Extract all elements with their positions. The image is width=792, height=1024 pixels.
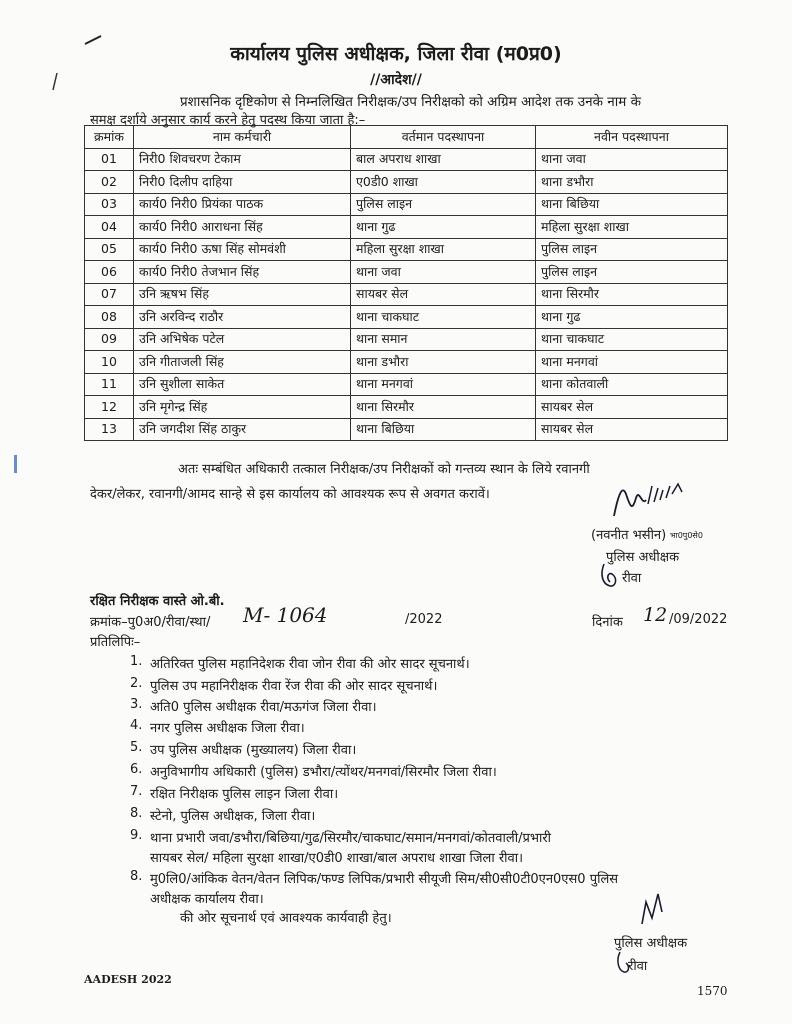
list-item-number: 8. [130, 869, 143, 884]
current-posting-cell: थाना गुढ [351, 216, 536, 239]
page-number: 1570 [697, 984, 728, 998]
name-cell: उनि गीताजली सिंह [134, 351, 351, 374]
list-item-number: 4. [130, 718, 143, 733]
serial-cell: 01 [85, 148, 134, 171]
list-item-continuation: सायबर सेल/ महिला सुरक्षा शाखा/ए0डी0 शाखा/बाल अपराध शाखा जिला रीवा। [150, 851, 524, 866]
list-item: रक्षित निरीक्षक पुलिस लाइन जिला रीवा। [150, 787, 339, 802]
closing-line: की ओर सूचनार्थ एवं आवश्यक कार्यवाही हेतु। [180, 911, 392, 926]
handwritten-signature [636, 888, 676, 930]
serial-cell: 10 [85, 351, 134, 374]
new-posting-cell: थाना जवा [536, 148, 728, 171]
name-cell: कार्य0 निरी0 तेजभान सिंह [134, 261, 351, 284]
table-header-row [85, 126, 728, 149]
date-month-year: /09/2022 [669, 612, 728, 627]
reference-prefix: क्रमांक–पु0अ0/रीवा/स्था/ [90, 615, 211, 630]
list-item: अति0 पुलिस अधीक्षक रीवा/मऊगंज जिला रीवा। [150, 700, 377, 715]
footer-label: AADESH 2022 [84, 973, 172, 986]
name-cell: निरी0 दिलीप दाहिया [134, 171, 351, 194]
signatory-service: भा0पु0से0 [670, 531, 703, 540]
instruction-line-2: देकर/लेकर, रवानगी/आमद सान्हे से इस कार्यालय को आवश्यक रूप से अवगत करावें। [90, 487, 490, 502]
current-posting-cell: बाल अपराध शाखा [351, 148, 536, 171]
new-posting-cell: महिला सुरक्षा शाखा [536, 216, 728, 239]
scan-edge-mark [14, 455, 20, 475]
new-posting-cell: थाना बिछिया [536, 193, 728, 216]
name-cell: उनि मृगेन्द्र सिंह [134, 396, 351, 419]
list-item: अतिरिक्त पुलिस महानिदेशक रीवा जोन रीवा की ओर सादर सूचनार्थ। [150, 657, 470, 672]
current-posting-cell: थाना सिरमौर [351, 396, 536, 419]
document-title: कार्यालय पुलिस अधीक्षक, जिला रीवा (म0प्र0) [230, 43, 562, 65]
column-header-name: नाम कर्मचारी [134, 126, 351, 149]
copy-to-label: प्रतिलिपिः– [90, 635, 141, 650]
new-posting-cell: थाना सिरमौर [536, 283, 728, 306]
new-posting-cell: थाना मनगवां [536, 351, 728, 374]
table-row [85, 193, 728, 216]
list-item-number: 5. [130, 740, 143, 755]
order-heading: //आदेश// [370, 72, 422, 88]
recipient-line: रक्षित निरीक्षक वास्ते ओ.बी. [90, 594, 225, 609]
list-item: मु0लि0/आंकिक वेतन/वेतन लिपिक/फण्ड लिपिक/प्रभारी सीयूजी सिम/सी0सी0टी0एन0एस0 पुलिस [150, 872, 619, 887]
date-label: दिनांक [592, 615, 623, 630]
signatory-name: (नवनीत भसीन) [591, 528, 667, 543]
current-posting-cell: थाना जवा [351, 261, 536, 284]
current-posting-cell: थाना समान [351, 328, 536, 351]
name-cell: कार्य0 निरी0 प्रियंका पाठक [134, 193, 351, 216]
table-row [85, 171, 728, 194]
table-row [85, 216, 728, 239]
new-posting-cell: थाना कोतवाली [536, 373, 728, 396]
name-cell: उनि सुशीला साकेत [134, 373, 351, 396]
current-posting-cell: थाना बिछिया [351, 418, 536, 441]
serial-cell: 13 [85, 418, 134, 441]
serial-cell: 11 [85, 373, 134, 396]
reference-number-handwritten: M- 1064 [243, 603, 328, 627]
list-item: उप पुलिस अधीक्षक (मुख्यालय) जिला रीवा। [150, 743, 357, 758]
serial-cell: 03 [85, 193, 134, 216]
new-posting-cell: थाना डभौरा [536, 171, 728, 194]
reference-year: /2022 [405, 612, 443, 627]
current-posting-cell: थाना मनगवां [351, 373, 536, 396]
current-posting-cell: महिला सुरक्षा शाखा [351, 238, 536, 261]
new-posting-cell: सायबर सेल [536, 418, 728, 441]
name-cell: उनि अरविन्द राठौर [134, 306, 351, 329]
list-item: नगर पुलिस अधीक्षक जिला रीवा। [150, 721, 305, 736]
name-cell: कार्य0 निरी0 ऊषा सिंह सोमवंशी [134, 238, 351, 261]
signatory-designation: पुलिस अधीक्षक [606, 550, 680, 565]
table-row [85, 418, 728, 441]
name-cell: कार्य0 निरी0 आराधना सिंह [134, 216, 351, 239]
list-item-number: 9. [130, 828, 143, 843]
name-cell: उनि अभिषेक पटेल [134, 328, 351, 351]
current-posting-cell: ए0डी0 शाखा [351, 171, 536, 194]
current-posting-cell: थाना डभौरा [351, 351, 536, 374]
new-posting-cell: थाना गुढ [536, 306, 728, 329]
serial-cell: 07 [85, 283, 134, 306]
date-day-handwritten: 12 [643, 604, 668, 626]
list-item-number: 8. [130, 806, 143, 821]
table-row [85, 283, 728, 306]
name-cell: उनि ऋषभ सिंह [134, 283, 351, 306]
list-item-continuation: अधीक्षक कार्यालय रीवा। [150, 892, 264, 907]
column-header-current-posting: वर्तमान पदस्थापना [351, 126, 536, 149]
instruction-line-1: अतः सम्बंधित अधिकारी तत्काल निरीक्षक/उप निरीक्षकों को गन्तव्य स्थान के लिये रवानगी [178, 462, 590, 477]
signatory-place-2: रीवा [628, 959, 648, 974]
serial-cell: 08 [85, 306, 134, 329]
new-posting-cell: पुलिस लाइन [536, 261, 728, 284]
serial-cell: 09 [85, 328, 134, 351]
name-cell: उनि जगदीश सिंह ठाकुर [134, 418, 351, 441]
list-item-number: 2. [130, 676, 143, 691]
new-posting-cell: पुलिस लाइन [536, 238, 728, 261]
list-item: पुलिस उप महानिरीक्षक रीवा रेंज रीवा की ओर सादर सूचनार्थ। [150, 679, 438, 694]
intro-line-2: समक्ष दर्शाये अनुसार कार्य करने हेतु पदस्थ किया जाता है:– [90, 113, 366, 128]
new-posting-cell: सायबर सेल [536, 396, 728, 419]
table-row [85, 396, 728, 419]
table-row [85, 328, 728, 351]
column-header-new-posting: नवीन पदस्थापना [536, 126, 728, 149]
name-cell: निरी0 शिवचरण टेकाम [134, 148, 351, 171]
table-row [85, 373, 728, 396]
current-posting-cell: थाना चाकघाट [351, 306, 536, 329]
serial-cell: 04 [85, 216, 134, 239]
list-item-number: 1. [130, 654, 143, 669]
handwritten-signature [608, 476, 698, 526]
serial-cell: 02 [85, 171, 134, 194]
transfer-table [84, 125, 728, 441]
table-row [85, 148, 728, 171]
table-row [85, 306, 728, 329]
current-posting-cell: सायबर सेल [351, 283, 536, 306]
intro-line-1: प्रशासनिक दृष्टिकोण से निम्नलिखित निरीक्षक/उप निरीक्षको को अग्रिम आदेश तक उनके नाम के [180, 94, 642, 110]
list-item: अनुविभागीय अधिकारी (पुलिस) डभौरा/त्योंथर/मनगवां/सिरमौर जिला रीवा। [150, 765, 497, 780]
current-posting-cell: पुलिस लाइन [351, 193, 536, 216]
list-item: स्टेनो, पुलिस अधीक्षक, जिला रीवा। [150, 809, 316, 824]
table-row [85, 351, 728, 374]
serial-cell: 06 [85, 261, 134, 284]
serial-cell: 05 [85, 238, 134, 261]
new-posting-cell: थाना चाकघाट [536, 328, 728, 351]
signatory-designation-2: पुलिस अधीक्षक [614, 936, 688, 951]
list-item-number: 7. [130, 784, 143, 799]
list-item-number: 6. [130, 762, 143, 777]
list-item: थाना प्रभारी जवा/डभौरा/बिछिया/गुढ/सिरमौर/चाकघाट/समान/मनगवां/कोतवाली/प्रभारी [150, 831, 552, 846]
signatory-place: रीवा [622, 571, 642, 586]
serial-cell: 12 [85, 396, 134, 419]
table-row [85, 261, 728, 284]
table-row [85, 238, 728, 261]
list-item-number: 3. [130, 697, 143, 712]
column-header-serial: क्रमांक [85, 126, 134, 149]
